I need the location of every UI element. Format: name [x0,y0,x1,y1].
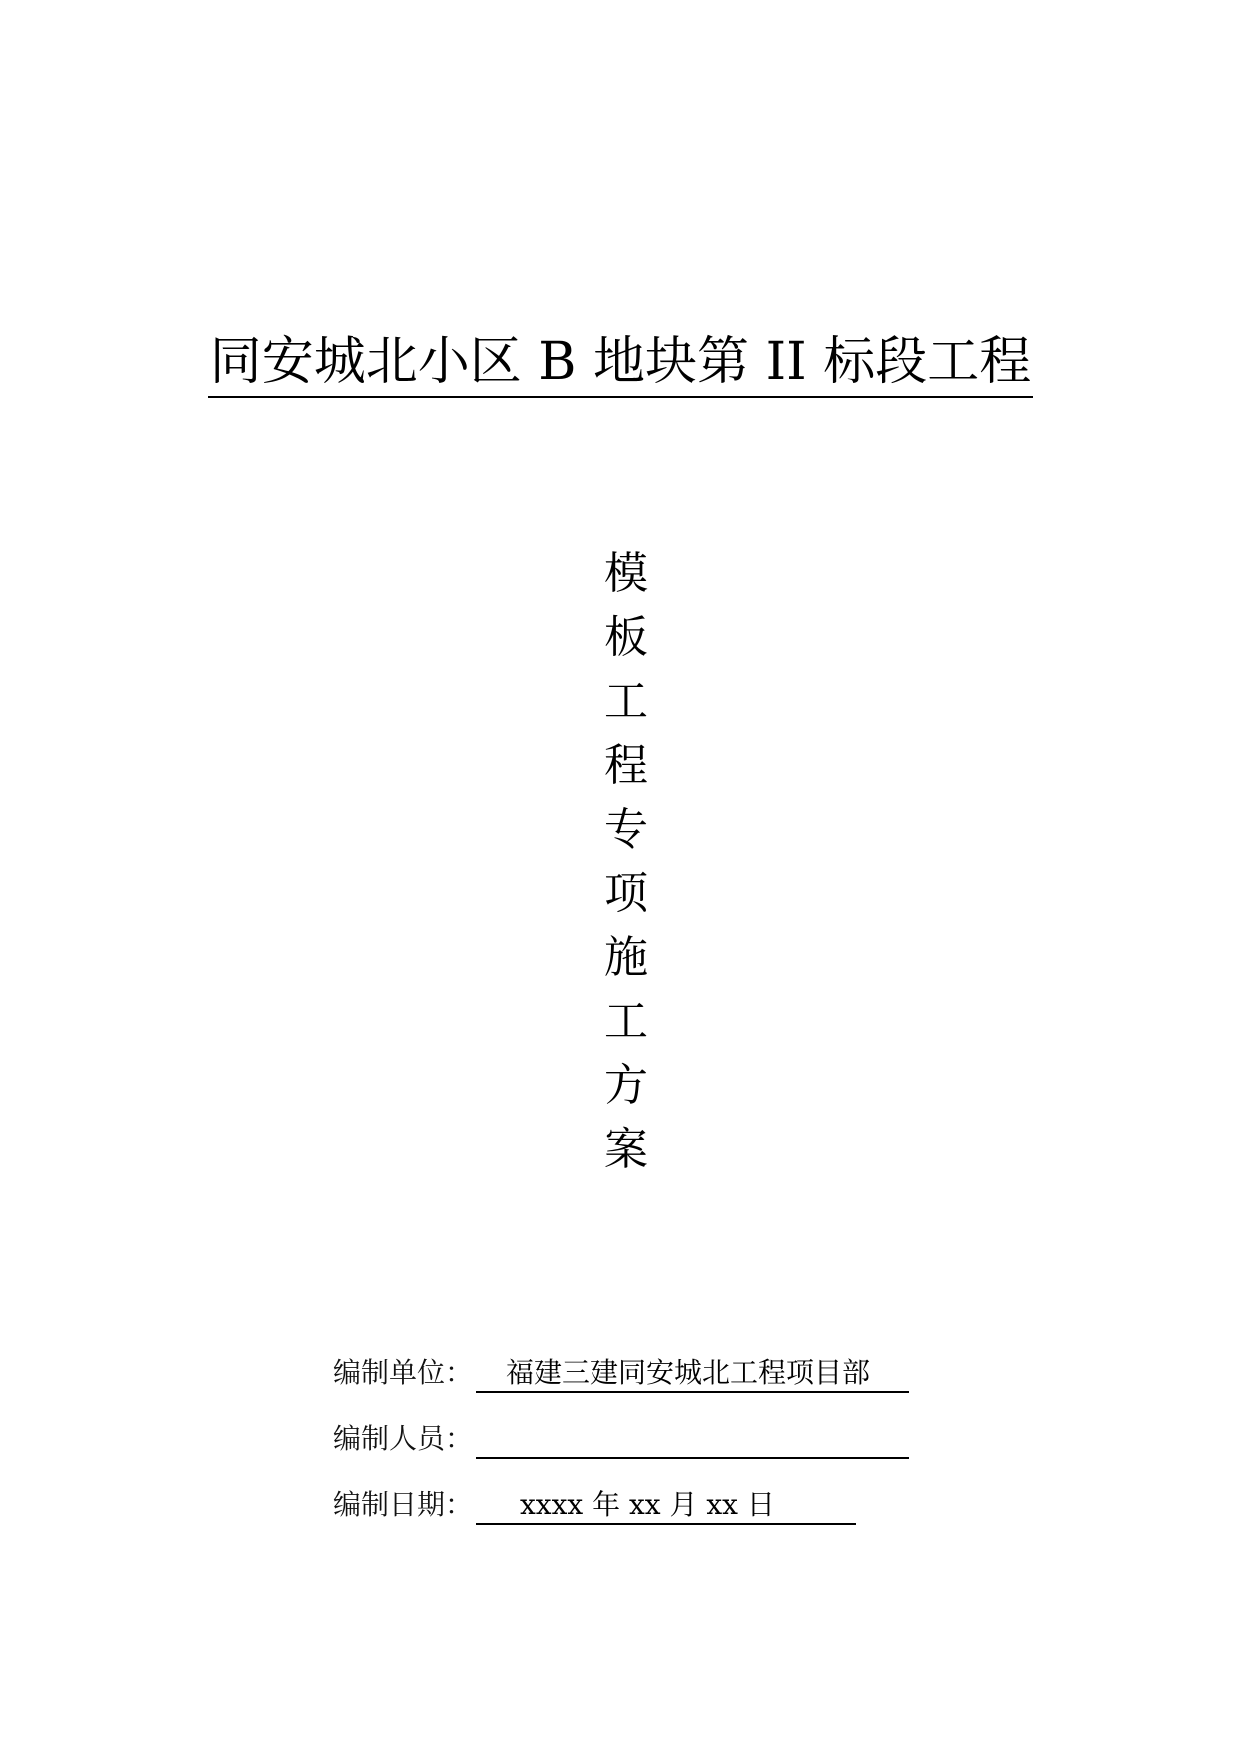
document-title-char: 板 [604,612,648,663]
project-title-text: 同安城北小区 B 地块第 II 标段工程 [208,330,1033,398]
document-title-char: 工 [604,996,648,1047]
compiling-unit-label: 编制单位： [333,1356,474,1389]
compiler-row [333,1393,909,1459]
document-title-vertical [596,542,656,1182]
compiling-unit-value: 福建三建同安城北工程项目部 [476,1353,909,1393]
compiling-unit-row [333,1327,909,1393]
compiler-label: 编制人员： [333,1422,474,1455]
document-title-char: 施 [604,932,648,983]
compile-date-row [333,1459,909,1525]
document-title-char: 工 [604,676,648,727]
compiler-value-blank [476,1417,909,1459]
compile-date-value: xxxx 年 xx 月 xx 日 [476,1485,856,1525]
document-title-char: 专 [604,804,648,855]
document-title-char: 模 [604,548,648,599]
document-title-char: 方 [604,1060,648,1111]
document-title-char: 项 [604,868,648,919]
project-title [0,330,1241,398]
document-title-char: 案 [604,1124,648,1175]
compile-date-label: 编制日期： [333,1488,474,1521]
document-title-char: 程 [604,740,648,791]
compilation-info [333,1327,909,1525]
